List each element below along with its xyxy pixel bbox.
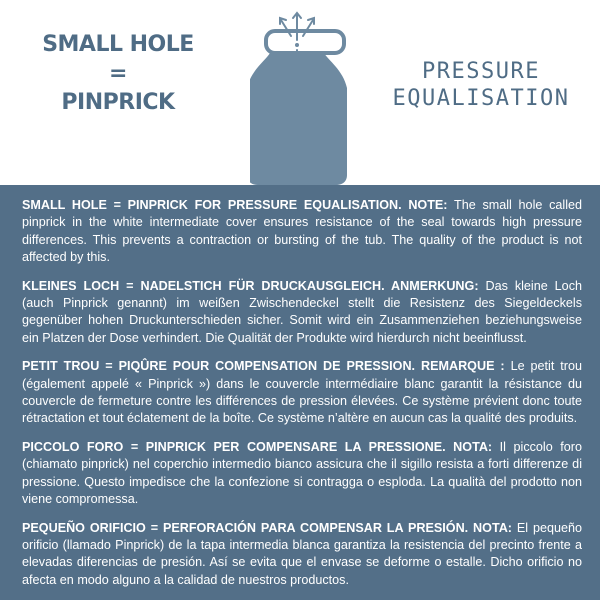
paragraph-french	[22, 358, 582, 428]
small-hole-title	[38, 30, 198, 117]
paragraph-lead: SMALL HOLE = PINPRICK FOR PRESSURE EQUALISATION. NOTE:	[22, 198, 448, 212]
paragraph-spanish	[22, 520, 582, 590]
paragraph-italian	[22, 439, 582, 509]
paragraph-body: El pequeño orificio (llamado Pinprick) de la tapa intermedia blanca garantiza la resistencia del precinto frente a elevadas diferencias de presión. Así se evita que el envase se deforme o estalle. Dicho orificio no afecta en modo alguno a la calidad de nuestros productos.	[22, 520, 582, 587]
paragraph-english	[22, 197, 582, 267]
left-title-line-1: SMALL HOLE	[42, 32, 194, 57]
jar-with-pressure-arrows-icon	[250, 8, 360, 185]
paragraph-body: The small hole called pinprick in the white intermediate cover ensures resistance of the seal towards high pressure differences. This prevents a contraction or bursting of the tub. The quality of the product is not affected by this.	[22, 198, 582, 265]
paragraph-lead: KLEINES LOCH = NADELSTICH FÜR DRUCKAUSGLEICH. ANMERKUNG:	[22, 278, 479, 293]
right-title-line-1: PRESSURE	[422, 59, 540, 84]
paragraph-body: Das kleine Loch (auch Pinprick genannt) im weißen Zwischendeckel stellt die Resistenz des Siegeldeckels gegenüber hohen Druckunterschieden sicher. Somit wird ein Zusammenziehen beziehungsweise ein Platzen der Dose verhindert. Die Qualität der Produkte wird hierdurch nicht beeinflusst.	[22, 278, 582, 345]
paragraph-body: Il piccolo foro (chiamato pinprick) nel coperchio intermedio bianco assicura che il sigillo resista a forti differenze di pressione. Questo impedisce che la confezione si contragga o esploda. La qualità del prodotto non viene compromessa.	[22, 439, 582, 507]
left-title-line-3: PINPRICK	[61, 90, 175, 115]
paragraph-lead: PETIT TROU = PIQÛRE POUR COMPENSATION DE PRESSION. REMARQUE :	[22, 359, 505, 374]
paragraph-lead: PICCOLO FORO = PINPRICK PER COMPENSARE LA PRESSIONE. NOTA:	[22, 439, 493, 454]
pressure-equalisation-title	[392, 58, 570, 112]
paragraph-lead: PEQUEÑO ORIFICIO = PERFORACIÓN PARA COMPENSAR LA PRESIÓN. NOTA:	[22, 520, 512, 535]
header-panel	[0, 0, 600, 185]
description-panel	[22, 197, 582, 600]
paragraph-german	[22, 278, 582, 348]
right-title-line-2: EQUALISATION	[392, 86, 570, 111]
left-title-line-2: =	[109, 61, 127, 86]
paragraph-body: Le petit trou (également appelé « Pinprick ») dans le couvercle intermédiaire blanc garantit la résistance du couvercle de fermeture contre les différences de pression élevées. Ce système prévient donc toute rétractation et tout éclatement de la boîte. Ce système n’altère en aucun cas la qualité des produits.	[22, 359, 582, 426]
